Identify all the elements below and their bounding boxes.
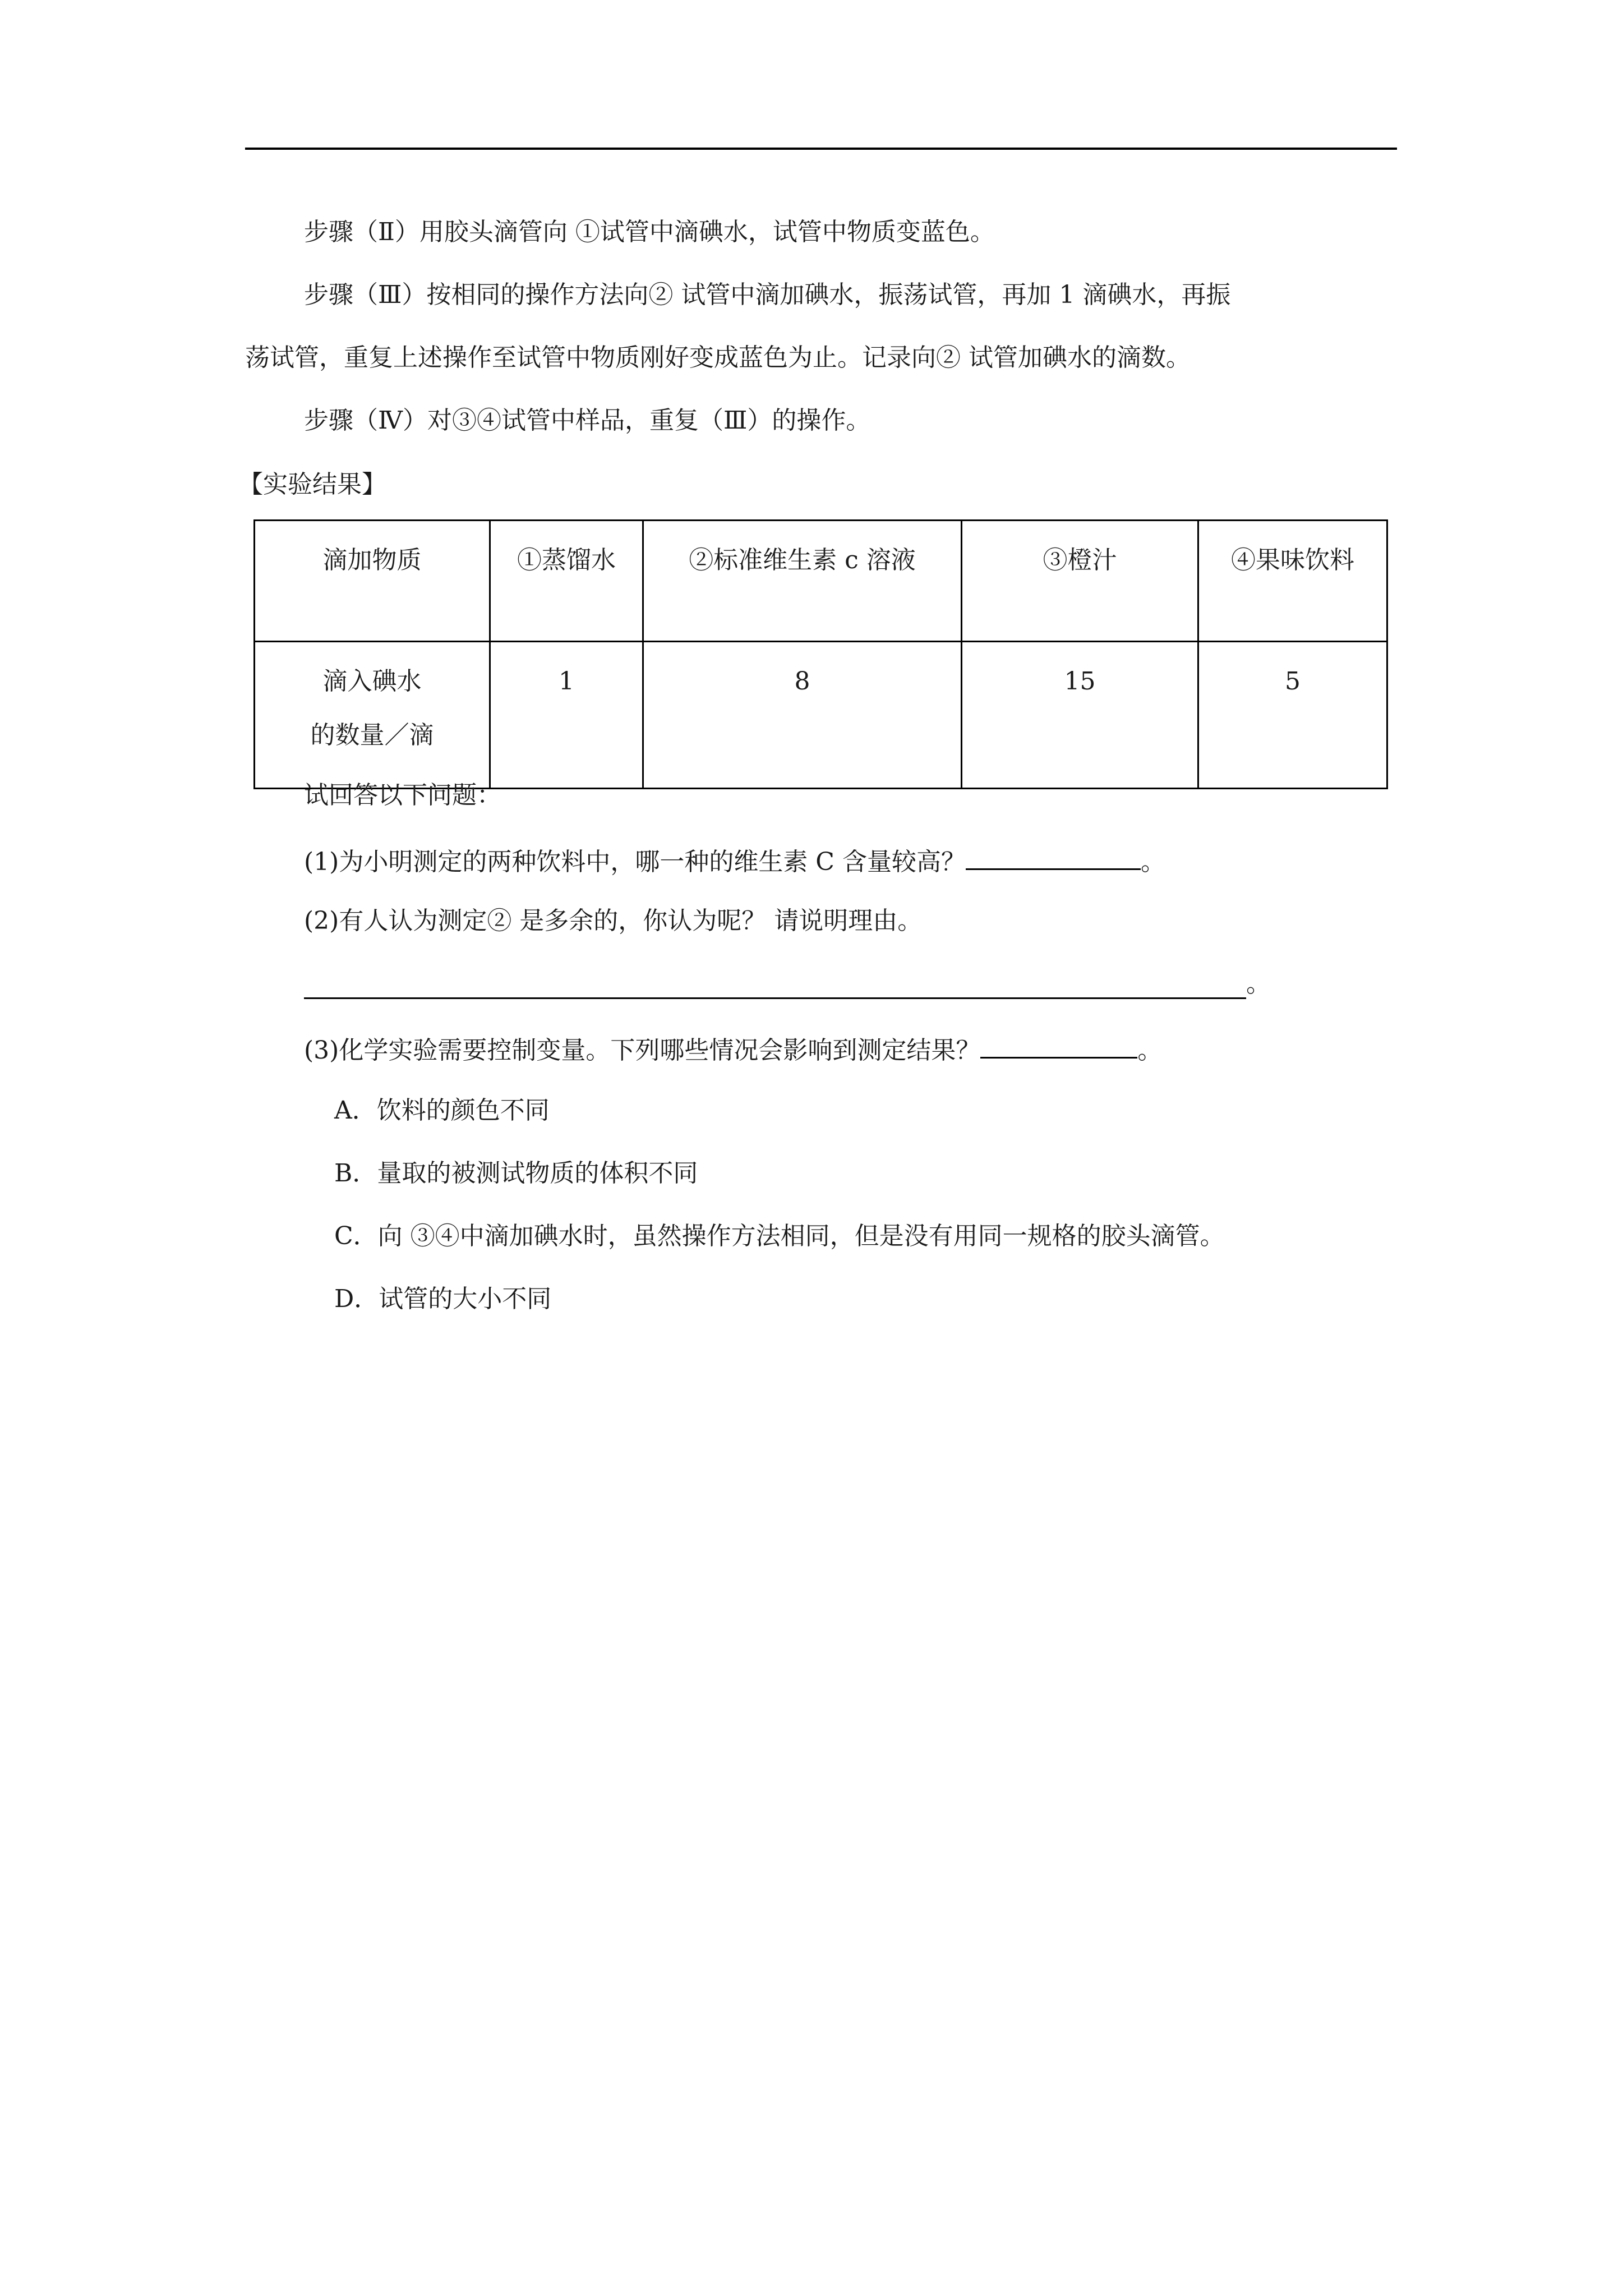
question-3-text: (3)化学实验需要控制变量。下列哪些情况会影响到测定结果？	[304, 1036, 981, 1065]
table-header-cell: ④果味饮料	[1198, 521, 1387, 642]
question-1-end: 。	[1140, 848, 1165, 876]
table-value-cell: 1	[490, 642, 643, 789]
question-3-answer-blank[interactable]	[980, 1031, 1137, 1059]
table-header-row	[255, 521, 1387, 642]
questions-intro: 试回答以下问题：	[304, 781, 501, 809]
question-3-end: 。	[1137, 1036, 1163, 1065]
table-header-cell: 滴加物质	[255, 521, 490, 642]
table-value-cell: 15	[962, 642, 1198, 789]
question-1	[304, 843, 1165, 878]
question-3	[304, 1031, 1162, 1066]
table-header-cell: ③橙汁	[962, 521, 1198, 642]
option-c: C．向 ③④中滴加碘水时，虽然操作方法相同，但是没有用同一规格的胶头滴管。	[334, 1222, 1225, 1250]
table-header-cell: ①蒸馏水	[490, 521, 643, 642]
table-value-cell: 8	[643, 642, 962, 789]
row-label-cell	[255, 642, 490, 789]
question-1-text: (1)为小明测定的两种饮料中，哪一种的维生素 C 含量较高？	[304, 848, 966, 876]
question-2-text: (2)有人认为测定② 是多余的，你认为呢？ 请说明理由。	[304, 907, 923, 935]
question-2-end: 。	[1246, 969, 1271, 998]
results-table	[253, 519, 1388, 789]
step-3-text-line-1: 步骤（Ⅲ）按相同的操作方法向② 试管中滴加碘水，振荡试管，再加 1 滴碘水，再振	[304, 280, 1231, 309]
step-2-text: 步骤（Ⅱ）用胶头滴管向 ①试管中滴碘水，试管中物质变蓝色。	[304, 218, 995, 246]
option-b: B．量取的被测试物质的体积不同	[334, 1159, 698, 1188]
step-3-text-line-2: 荡试管，重复上述操作至试管中物质刚好变成蓝色为止。记录向② 试管加碘水的滴数。	[245, 343, 1191, 372]
table-header-cell: ②标准维生素 c 溶液	[643, 521, 962, 642]
option-d: D．试管的大小不同	[334, 1285, 552, 1313]
header-rule	[245, 148, 1397, 150]
row-label-line-2: 的数量／滴	[310, 721, 434, 749]
table-data-row	[255, 642, 1387, 789]
table-value-cell: 5	[1198, 642, 1387, 789]
row-label-line-1: 滴入碘水	[322, 667, 422, 696]
question-2-answer-line[interactable]	[304, 997, 1246, 999]
results-heading: 【实验结果】	[238, 470, 386, 499]
step-4-text: 步骤（Ⅳ）对③④试管中样品，重复（Ⅲ）的操作。	[304, 406, 871, 435]
question-1-answer-blank[interactable]	[966, 843, 1141, 870]
option-a: A．饮料的颜色不同	[334, 1096, 550, 1125]
